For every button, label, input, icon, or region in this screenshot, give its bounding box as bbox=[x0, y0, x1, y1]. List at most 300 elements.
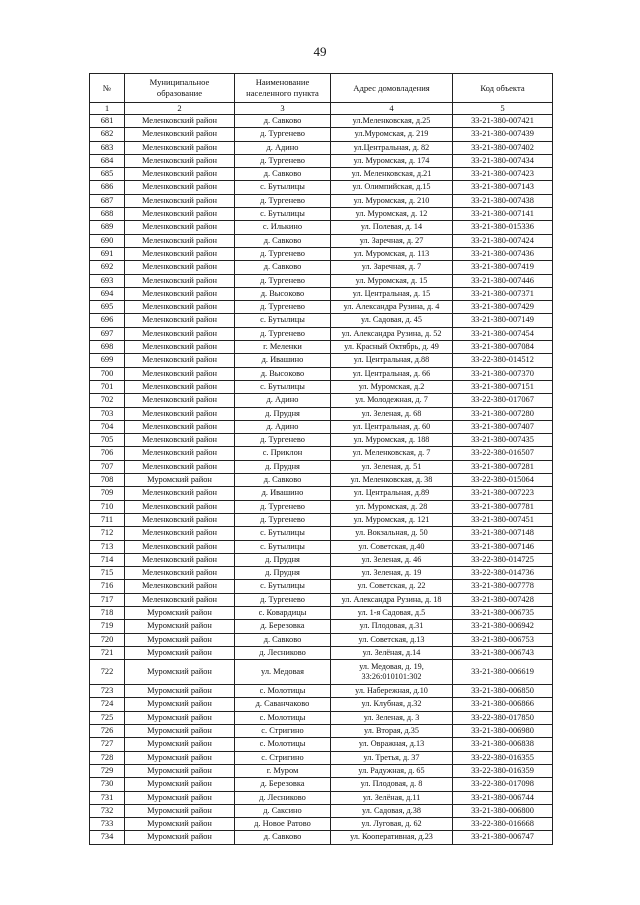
municipality-cell: Меленковский район bbox=[125, 274, 235, 287]
column-number: 4 bbox=[331, 103, 453, 115]
header-object-code: Код объекта bbox=[453, 74, 553, 103]
row-number: 710 bbox=[90, 500, 125, 513]
table-row bbox=[90, 567, 553, 580]
address-cell: ул. Красный Октябрь, д. 49 bbox=[331, 341, 453, 354]
table-row bbox=[90, 287, 553, 300]
settlement-cell: д. Савково bbox=[235, 633, 331, 646]
settlement-cell: д. Адино bbox=[235, 394, 331, 407]
row-number: 728 bbox=[90, 751, 125, 764]
settlement-cell: д. Тургенево bbox=[235, 513, 331, 526]
row-number: 723 bbox=[90, 685, 125, 698]
settlement-cell: с. Бутылицы bbox=[235, 527, 331, 540]
row-number: 711 bbox=[90, 513, 125, 526]
object-code-cell: 33-21-380-015336 bbox=[453, 221, 553, 234]
object-code-cell: 33-21-380-006980 bbox=[453, 725, 553, 738]
object-code-cell: 33-22-380-017850 bbox=[453, 711, 553, 724]
object-code-cell: 33-21-380-006942 bbox=[453, 620, 553, 633]
object-code-cell: 33-21-380-007084 bbox=[453, 341, 553, 354]
settlement-cell: д. Тургенево bbox=[235, 154, 331, 167]
table-row bbox=[90, 620, 553, 633]
row-number: 697 bbox=[90, 327, 125, 340]
address-cell: ул. Клубная, д.32 bbox=[331, 698, 453, 711]
object-code-cell: 33-21-380-006838 bbox=[453, 738, 553, 751]
municipality-cell: Муромский район bbox=[125, 725, 235, 738]
address-cell: ул. Александра Рузина, д. 4 bbox=[331, 301, 453, 314]
address-cell: ул. Центральная, д.89 bbox=[331, 487, 453, 500]
address-cell: ул.Муромская, д. 219 bbox=[331, 128, 453, 141]
address-cell: ул. Зеленая, д. 19 bbox=[331, 567, 453, 580]
row-number: 696 bbox=[90, 314, 125, 327]
settlement-cell: с. Бутылицы bbox=[235, 181, 331, 194]
municipality-cell: Муромский район bbox=[125, 831, 235, 844]
settlement-cell: д. Березовка bbox=[235, 778, 331, 791]
address-cell: ул. Молодежная, д. 7 bbox=[331, 394, 453, 407]
row-number: 722 bbox=[90, 660, 125, 685]
address-cell: ул. Меленковская, д.21 bbox=[331, 168, 453, 181]
settlement-cell: д. Лесниково bbox=[235, 791, 331, 804]
row-number: 684 bbox=[90, 154, 125, 167]
address-cell: ул. Муромская, д. 188 bbox=[331, 434, 453, 447]
row-number: 698 bbox=[90, 341, 125, 354]
object-code-cell: 33-22-380-017098 bbox=[453, 778, 553, 791]
row-number: 713 bbox=[90, 540, 125, 553]
object-code-cell: 33-21-380-007778 bbox=[453, 580, 553, 593]
row-number: 717 bbox=[90, 593, 125, 606]
address-cell: ул. Третья, д. 37 bbox=[331, 751, 453, 764]
settlement-cell: д. Березовка bbox=[235, 620, 331, 633]
row-number: 725 bbox=[90, 711, 125, 724]
address-cell: ул. Заречная, д. 27 bbox=[331, 234, 453, 247]
settlement-cell: д. Новое Ратово bbox=[235, 818, 331, 831]
table-row bbox=[90, 606, 553, 619]
settlement-cell: д. Савково bbox=[235, 261, 331, 274]
settlement-cell: д. Прудня bbox=[235, 460, 331, 473]
municipality-cell: Меленковский район bbox=[125, 567, 235, 580]
table-row bbox=[90, 434, 553, 447]
object-code-cell: 33-21-380-007435 bbox=[453, 434, 553, 447]
settlement-cell: д. Тургенево bbox=[235, 194, 331, 207]
address-cell: ул. Плодовая, д.31 bbox=[331, 620, 453, 633]
settlement-cell: д. Тургенево bbox=[235, 434, 331, 447]
municipality-cell: Меленковский район bbox=[125, 407, 235, 420]
address-cell: ул. Центральная, д. 66 bbox=[331, 367, 453, 380]
settlement-cell: с. Молотицы bbox=[235, 685, 331, 698]
table-row bbox=[90, 154, 553, 167]
table-row bbox=[90, 738, 553, 751]
municipality-cell: Меленковский район bbox=[125, 460, 235, 473]
address-cell: ул. Зелёная, д.11 bbox=[331, 791, 453, 804]
address-cell: ул. Олимпийская, д.15 bbox=[331, 181, 453, 194]
address-cell: ул. Муромская, д. 121 bbox=[331, 513, 453, 526]
address-cell: ул. Зеленая, д. 68 bbox=[331, 407, 453, 420]
municipality-cell: Меленковский район bbox=[125, 434, 235, 447]
page-number: 49 bbox=[313, 44, 327, 59]
settlement-cell: г. Меленки bbox=[235, 341, 331, 354]
table-row bbox=[90, 593, 553, 606]
municipality-cell: Меленковский район bbox=[125, 287, 235, 300]
address-cell: ул. Центральная, д. 15 bbox=[331, 287, 453, 300]
object-code-cell: 33-21-380-007146 bbox=[453, 540, 553, 553]
municipality-cell: Меленковский район bbox=[125, 487, 235, 500]
address-cell: ул. Зеленая, д. 51 bbox=[331, 460, 453, 473]
table-body bbox=[90, 115, 553, 845]
object-code-cell: 33-21-380-007280 bbox=[453, 407, 553, 420]
table-row bbox=[90, 221, 553, 234]
object-code-cell: 33-21-380-007424 bbox=[453, 234, 553, 247]
table-row bbox=[90, 394, 553, 407]
settlement-cell: д. Саванчаково bbox=[235, 698, 331, 711]
table-row bbox=[90, 831, 553, 844]
row-number: 692 bbox=[90, 261, 125, 274]
table-row bbox=[90, 778, 553, 791]
table-row bbox=[90, 751, 553, 764]
municipality-cell: Муромский район bbox=[125, 804, 235, 817]
row-number: 687 bbox=[90, 194, 125, 207]
municipality-cell: Муромский район bbox=[125, 633, 235, 646]
municipality-cell: Муромский район bbox=[125, 778, 235, 791]
municipality-cell: Муромский район bbox=[125, 660, 235, 685]
object-code-cell: 33-21-380-007419 bbox=[453, 261, 553, 274]
table-row bbox=[90, 247, 553, 260]
row-number: 706 bbox=[90, 447, 125, 460]
municipality-cell: Муромский район bbox=[125, 620, 235, 633]
municipality-cell: Муромский район bbox=[125, 646, 235, 659]
settlement-cell: д. Тургенево bbox=[235, 500, 331, 513]
table-row bbox=[90, 633, 553, 646]
row-number: 707 bbox=[90, 460, 125, 473]
table-row bbox=[90, 181, 553, 194]
object-code-cell: 33-21-380-007428 bbox=[453, 593, 553, 606]
settlement-cell: д. Савково bbox=[235, 115, 331, 128]
address-cell: ул. Набережная, д.10 bbox=[331, 685, 453, 698]
table-row bbox=[90, 711, 553, 724]
municipality-cell: Меленковский район bbox=[125, 141, 235, 154]
row-number: 694 bbox=[90, 287, 125, 300]
row-number: 729 bbox=[90, 764, 125, 777]
object-code-cell: 33-21-380-007423 bbox=[453, 168, 553, 181]
table-row bbox=[90, 447, 553, 460]
row-number: 719 bbox=[90, 620, 125, 633]
table-row bbox=[90, 194, 553, 207]
object-code-cell: 33-21-380-006800 bbox=[453, 804, 553, 817]
column-number: 2 bbox=[125, 103, 235, 115]
address-cell: ул. Луговая, д. 62 bbox=[331, 818, 453, 831]
municipality-cell: Меленковский район bbox=[125, 168, 235, 181]
object-code-cell: 33-21-380-007439 bbox=[453, 128, 553, 141]
settlement-cell: д. Прудня bbox=[235, 567, 331, 580]
municipality-cell: Меленковский район bbox=[125, 301, 235, 314]
municipality-cell: Меленковский район bbox=[125, 181, 235, 194]
table-row bbox=[90, 367, 553, 380]
object-code-cell: 33-21-380-007148 bbox=[453, 527, 553, 540]
row-number: 699 bbox=[90, 354, 125, 367]
table-header-row bbox=[90, 74, 553, 103]
table-row bbox=[90, 553, 553, 566]
object-code-cell: 33-21-380-007402 bbox=[453, 141, 553, 154]
object-code-cell: 33-21-380-007438 bbox=[453, 194, 553, 207]
object-code-cell: 33-21-380-007451 bbox=[453, 513, 553, 526]
address-cell: ул. Зеленая, д. 46 bbox=[331, 553, 453, 566]
row-number: 703 bbox=[90, 407, 125, 420]
column-number-row bbox=[90, 103, 553, 115]
address-cell: ул. Садовая, д. 45 bbox=[331, 314, 453, 327]
object-code-cell: 33-21-380-007407 bbox=[453, 420, 553, 433]
row-number: 702 bbox=[90, 394, 125, 407]
object-code-cell: 33-21-380-007429 bbox=[453, 301, 553, 314]
table-row bbox=[90, 646, 553, 659]
address-cell: ул. Александра Рузина, д. 52 bbox=[331, 327, 453, 340]
settlement-cell: д. Высоково bbox=[235, 287, 331, 300]
column-number: 5 bbox=[453, 103, 553, 115]
municipality-cell: Меленковский район bbox=[125, 367, 235, 380]
row-number: 705 bbox=[90, 434, 125, 447]
settlement-cell: д. Прудня bbox=[235, 407, 331, 420]
municipality-cell: Меленковский район bbox=[125, 247, 235, 260]
object-code-cell: 33-21-380-007434 bbox=[453, 154, 553, 167]
settlement-cell: с. Молотицы bbox=[235, 738, 331, 751]
row-number: 704 bbox=[90, 420, 125, 433]
column-number: 1 bbox=[90, 103, 125, 115]
object-code-cell: 33-21-380-007151 bbox=[453, 380, 553, 393]
table-row bbox=[90, 487, 553, 500]
settlement-cell: д. Ивашино bbox=[235, 354, 331, 367]
municipality-cell: Меленковский район bbox=[125, 341, 235, 354]
address-cell: ул. Александра Рузина, д. 18 bbox=[331, 593, 453, 606]
table-row bbox=[90, 208, 553, 221]
settlement-cell: д. Тургенево bbox=[235, 301, 331, 314]
municipality-cell: Муромский район bbox=[125, 685, 235, 698]
address-cell: ул. Овражная, д.13 bbox=[331, 738, 453, 751]
table-row bbox=[90, 407, 553, 420]
settlement-cell: с. Илькино bbox=[235, 221, 331, 234]
row-number: 720 bbox=[90, 633, 125, 646]
table-row bbox=[90, 128, 553, 141]
table-row bbox=[90, 314, 553, 327]
municipality-cell: Меленковский район bbox=[125, 154, 235, 167]
table-row bbox=[90, 261, 553, 274]
municipality-cell: Меленковский район bbox=[125, 527, 235, 540]
header-number: № bbox=[90, 74, 125, 103]
table-row bbox=[90, 474, 553, 487]
settlement-cell: с. Приклон bbox=[235, 447, 331, 460]
row-number: 731 bbox=[90, 791, 125, 804]
settlement-cell: с. Бутылицы bbox=[235, 208, 331, 221]
table-row bbox=[90, 234, 553, 247]
settlement-cell: с. Бутылицы bbox=[235, 540, 331, 553]
table-row bbox=[90, 540, 553, 553]
municipality-cell: Меленковский район bbox=[125, 194, 235, 207]
table-row bbox=[90, 500, 553, 513]
municipality-cell: Меленковский район bbox=[125, 221, 235, 234]
municipality-cell: Меленковский район bbox=[125, 327, 235, 340]
address-cell: ул. Заречная, д. 7 bbox=[331, 261, 453, 274]
object-code-cell: 33-22-380-016507 bbox=[453, 447, 553, 460]
table-row bbox=[90, 420, 553, 433]
object-code-cell: 33-21-380-007454 bbox=[453, 327, 553, 340]
object-code-cell: 33-21-380-006744 bbox=[453, 791, 553, 804]
object-code-cell: 33-21-380-007446 bbox=[453, 274, 553, 287]
municipality-cell: Меленковский район bbox=[125, 380, 235, 393]
row-number: 730 bbox=[90, 778, 125, 791]
row-number: 721 bbox=[90, 646, 125, 659]
settlement-cell: д. Савково bbox=[235, 474, 331, 487]
municipality-cell: Муромский район bbox=[125, 764, 235, 777]
address-cell: ул. Вокзальная, д. 50 bbox=[331, 527, 453, 540]
table-row bbox=[90, 804, 553, 817]
row-number: 701 bbox=[90, 380, 125, 393]
row-number: 685 bbox=[90, 168, 125, 181]
settlement-cell: д. Высоково bbox=[235, 367, 331, 380]
settlement-cell: с. Молотицы bbox=[235, 711, 331, 724]
row-number: 712 bbox=[90, 527, 125, 540]
row-number: 715 bbox=[90, 567, 125, 580]
municipality-cell: Меленковский район bbox=[125, 447, 235, 460]
table-row bbox=[90, 764, 553, 777]
row-number: 718 bbox=[90, 606, 125, 619]
table-row bbox=[90, 698, 553, 711]
address-cell: ул.Центральная, д. 82 bbox=[331, 141, 453, 154]
municipality-cell: Муромский район bbox=[125, 711, 235, 724]
row-number: 693 bbox=[90, 274, 125, 287]
settlement-cell: д. Ивашино bbox=[235, 487, 331, 500]
address-cell: ул. Центральная, д.88 bbox=[331, 354, 453, 367]
address-cell: ул. Вторая, д.35 bbox=[331, 725, 453, 738]
address-cell: ул. Муромская, д. 113 bbox=[331, 247, 453, 260]
row-number: 690 bbox=[90, 234, 125, 247]
row-number: 709 bbox=[90, 487, 125, 500]
row-number: 716 bbox=[90, 580, 125, 593]
table-row bbox=[90, 527, 553, 540]
municipality-cell: Муромский район bbox=[125, 751, 235, 764]
row-number: 733 bbox=[90, 818, 125, 831]
address-cell: ул. 1-я Садовая, д.5 bbox=[331, 606, 453, 619]
object-code-cell: 33-22-380-016359 bbox=[453, 764, 553, 777]
object-code-cell: 33-21-380-007436 bbox=[453, 247, 553, 260]
table-row bbox=[90, 301, 553, 314]
column-number: 3 bbox=[235, 103, 331, 115]
settlement-cell: д. Прудня bbox=[235, 553, 331, 566]
object-code-cell: 33-21-380-006747 bbox=[453, 831, 553, 844]
table-row bbox=[90, 791, 553, 804]
municipality-cell: Меленковский район bbox=[125, 234, 235, 247]
address-cell: ул. Меленковская, д. 38 bbox=[331, 474, 453, 487]
table-row bbox=[90, 354, 553, 367]
settlement-cell: д. Адино bbox=[235, 141, 331, 154]
settlement-cell: с. Бутылицы bbox=[235, 314, 331, 327]
object-code-cell: 33-21-380-007281 bbox=[453, 460, 553, 473]
municipality-cell: Меленковский район bbox=[125, 580, 235, 593]
row-number: 681 bbox=[90, 115, 125, 128]
object-code-cell: 33-21-380-007370 bbox=[453, 367, 553, 380]
municipality-cell: Меленковский район bbox=[125, 500, 235, 513]
municipality-cell: Меленковский район bbox=[125, 394, 235, 407]
object-code-cell: 33-21-380-007143 bbox=[453, 181, 553, 194]
object-code-cell: 33-21-380-006743 bbox=[453, 646, 553, 659]
table-row bbox=[90, 513, 553, 526]
address-cell: ул. Радужная, д. 65 bbox=[331, 764, 453, 777]
table-row bbox=[90, 380, 553, 393]
municipality-cell: Меленковский район bbox=[125, 208, 235, 221]
settlement-cell: д. Тургенево bbox=[235, 327, 331, 340]
table-row bbox=[90, 460, 553, 473]
address-cell: ул. Садовая, д.38 bbox=[331, 804, 453, 817]
row-number: 700 bbox=[90, 367, 125, 380]
address-cell: ул. Медовая, д. 19, 33:26:010101:302 bbox=[331, 660, 453, 685]
address-cell: ул. Плодовая, д. 8 bbox=[331, 778, 453, 791]
address-cell: ул. Муромская, д. 28 bbox=[331, 500, 453, 513]
settlement-cell: д. Савково bbox=[235, 831, 331, 844]
object-code-cell: 33-22-380-014725 bbox=[453, 553, 553, 566]
address-cell: ул. Советская, д.40 bbox=[331, 540, 453, 553]
municipality-cell: Меленковский район bbox=[125, 314, 235, 327]
settlement-cell: с. Бутылицы bbox=[235, 580, 331, 593]
row-number: 727 bbox=[90, 738, 125, 751]
object-code-cell: 33-22-380-015064 bbox=[453, 474, 553, 487]
objects-table bbox=[89, 73, 553, 845]
row-number: 695 bbox=[90, 301, 125, 314]
table-row bbox=[90, 115, 553, 128]
row-number: 688 bbox=[90, 208, 125, 221]
object-code-cell: 33-21-380-007149 bbox=[453, 314, 553, 327]
municipality-cell: Муромский район bbox=[125, 698, 235, 711]
object-code-cell: 33-21-380-007223 bbox=[453, 487, 553, 500]
table-row bbox=[90, 725, 553, 738]
address-cell: ул. Зеленая, д. 3 bbox=[331, 711, 453, 724]
address-cell: ул. Зелёная, д.14 bbox=[331, 646, 453, 659]
address-cell: ул. Муромская, д. 12 bbox=[331, 208, 453, 221]
settlement-cell: д. Савково bbox=[235, 168, 331, 181]
municipality-cell: Меленковский район bbox=[125, 354, 235, 367]
object-code-cell: 33-21-380-007141 bbox=[453, 208, 553, 221]
settlement-cell: ул. Медовая bbox=[235, 660, 331, 685]
row-number: 734 bbox=[90, 831, 125, 844]
address-cell: ул. Советская, д.13 bbox=[331, 633, 453, 646]
settlement-cell: с. Ковардицы bbox=[235, 606, 331, 619]
address-cell: ул. Советская, д. 22 bbox=[331, 580, 453, 593]
address-cell: ул. Полевая, д. 14 bbox=[331, 221, 453, 234]
object-code-cell: 33-22-380-016668 bbox=[453, 818, 553, 831]
object-code-cell: 33-22-380-017067 bbox=[453, 394, 553, 407]
table-row bbox=[90, 580, 553, 593]
table-row bbox=[90, 660, 553, 685]
row-number: 708 bbox=[90, 474, 125, 487]
address-cell: ул. Муромская, д. 15 bbox=[331, 274, 453, 287]
municipality-cell: Муромский район bbox=[125, 738, 235, 751]
row-number: 732 bbox=[90, 804, 125, 817]
municipality-cell: Меленковский район bbox=[125, 115, 235, 128]
municipality-cell: Меленковский район bbox=[125, 513, 235, 526]
settlement-cell: д. Савково bbox=[235, 234, 331, 247]
municipality-cell: Меленковский район bbox=[125, 553, 235, 566]
municipality-cell: Муромский район bbox=[125, 791, 235, 804]
object-code-cell: 33-21-380-006735 bbox=[453, 606, 553, 619]
table-row bbox=[90, 341, 553, 354]
settlement-cell: д. Лесниково bbox=[235, 646, 331, 659]
table-row bbox=[90, 274, 553, 287]
municipality-cell: Муромский район bbox=[125, 818, 235, 831]
municipality-cell: Муромский район bbox=[125, 606, 235, 619]
address-cell: ул. Муромская, д. 174 bbox=[331, 154, 453, 167]
address-cell: ул. Центральная, д. 60 bbox=[331, 420, 453, 433]
address-cell: ул. Кооперативная, д.23 bbox=[331, 831, 453, 844]
address-cell: ул. Муромская, д.2 bbox=[331, 380, 453, 393]
municipality-cell: Меленковский район bbox=[125, 128, 235, 141]
object-code-cell: 33-21-380-006850 bbox=[453, 685, 553, 698]
municipality-cell: Меленковский район bbox=[125, 261, 235, 274]
header-municipality: Муниципальное образование bbox=[125, 74, 235, 103]
row-number: 724 bbox=[90, 698, 125, 711]
header-settlement: Наименование населенного пункта bbox=[235, 74, 331, 103]
